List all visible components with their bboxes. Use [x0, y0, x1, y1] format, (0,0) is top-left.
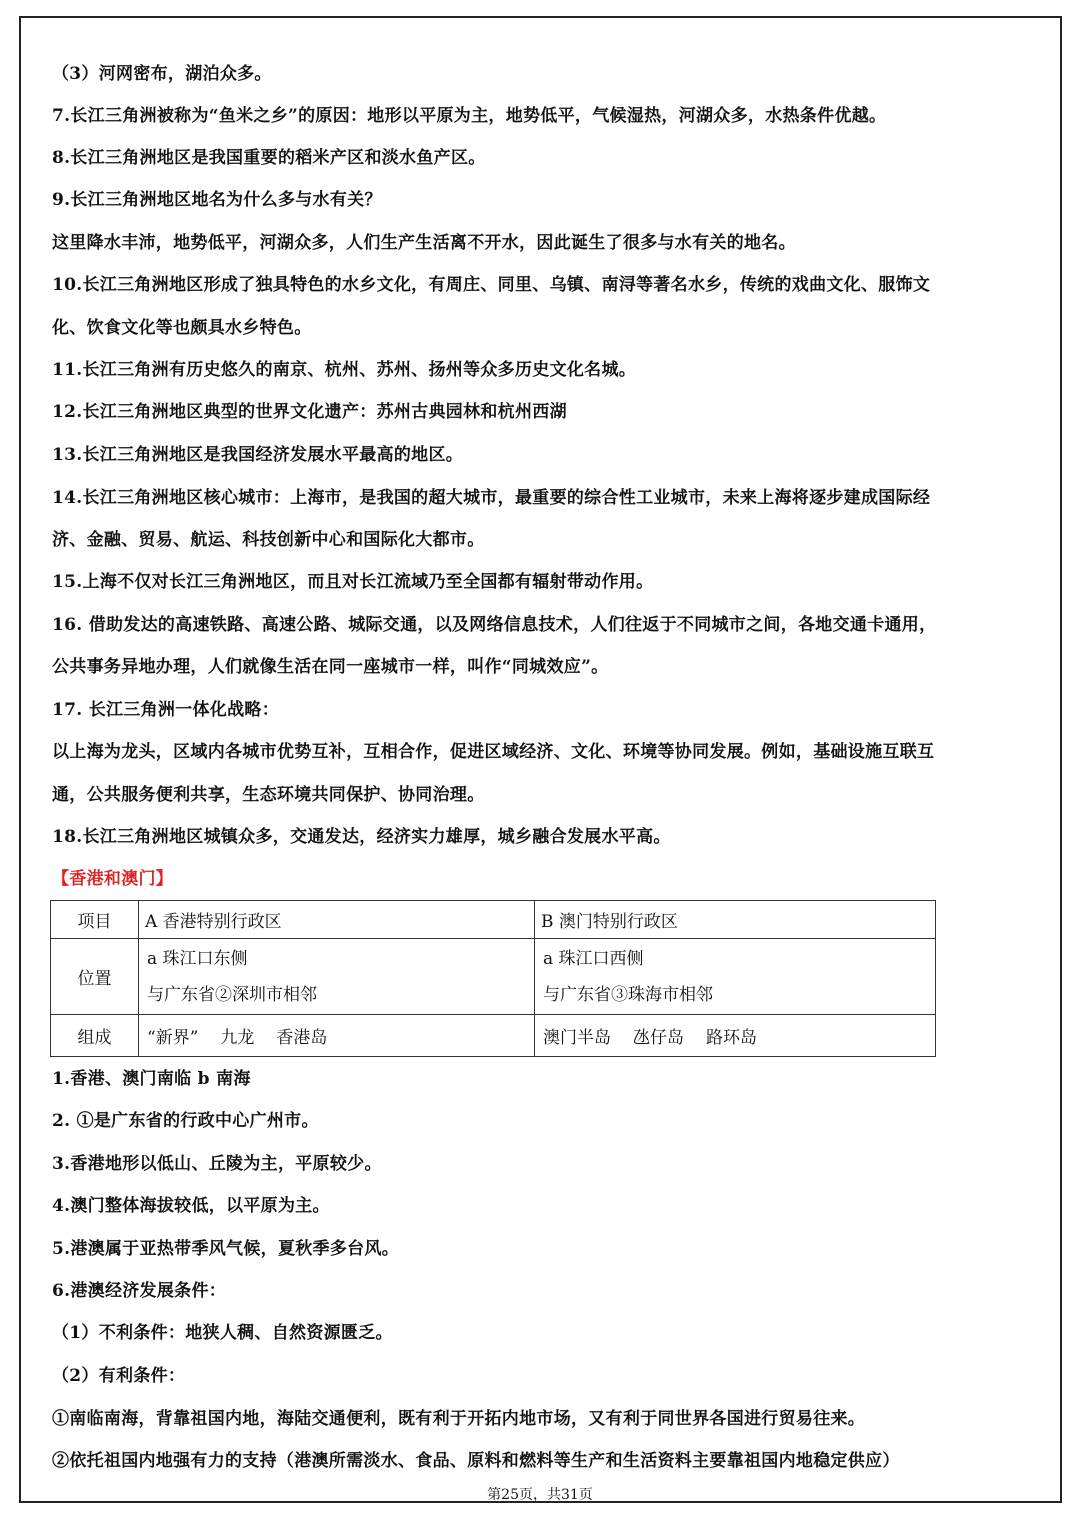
cell-text: 香港岛 [276, 1028, 328, 1048]
cell-text: 氹仔岛 [633, 1028, 684, 1048]
text-line: 18.长江三角洲地区城镇众多，交通发达，经济实力雄厚，城乡融合发展水平高。 [52, 827, 671, 847]
table-header-cell: B 澳门特别行政区 [535, 901, 936, 939]
text-line: 这里降水丰沛，地势低平，河湖众多，人们生产生活离不开水，因此诞生了很多与水有关的地名。 [52, 233, 796, 253]
text-line: 3.香港地形以低山、丘陵为主，平原较少。 [52, 1154, 382, 1174]
table-cell [139, 1015, 535, 1057]
cell-text: a 珠江口西侧 [543, 948, 644, 969]
table-header-row [51, 901, 936, 939]
row-label: 组成 [51, 1015, 139, 1057]
table-header-cell: 项目 [51, 901, 139, 939]
table-header-cell: A 香港特别行政区 [139, 901, 535, 939]
text-line: 17. 长江三角洲一体化战略： [52, 700, 279, 720]
text-line: 15.上海不仅对长江三角洲地区，而且对长江流域乃至全国都有辐射带动作用。 [52, 572, 654, 592]
cell-text: 与广东省②深圳市相邻 [147, 984, 317, 1005]
hk-macau-table [50, 900, 936, 1057]
text-line: 9.长江三角洲地区地名为什么多与水有关？ [52, 190, 382, 210]
cell-text: 九龙 [220, 1028, 255, 1048]
text-line: ①南临南海，背靠祖国内地，海陆交通便利，既有利于开拓内地市场，又有利于同世界各国进行贸易往来。 [52, 1409, 866, 1429]
row-label: 位置 [51, 939, 139, 1015]
text-line: 16. 借助发达的高速铁路、高速公路、城际交通，以及网络信息技术，人们往返于不同城市之间，各地交通卡通用， [52, 615, 937, 635]
text-line: 1.香港、澳门南临 b 南海 [52, 1069, 251, 1089]
cell-text: 与广东省③珠海市相邻 [543, 984, 713, 1005]
text-line: （2）有利条件： [52, 1366, 186, 1386]
table-cell [139, 939, 535, 1015]
text-line: 2. ①是广东省的行政中心广州市。 [52, 1111, 319, 1131]
table-cell [535, 939, 936, 1015]
text-line: 8.长江三角洲地区是我国重要的稻米产区和淡水鱼产区。 [52, 148, 486, 168]
text-line: 化、饮食文化等也颇具水乡特色。 [52, 318, 312, 338]
page-footer: 第25页，共31页 [487, 1487, 593, 1503]
text-line: 12.长江三角洲地区典型的世界文化遗产：苏州古典园林和杭州西湖 [52, 402, 567, 422]
text-line: 11.长江三角洲有历史悠久的南京、杭州、苏州、扬州等众多历史文化名城。 [52, 360, 637, 380]
text-line: 5.港澳属于亚热带季风气候，夏秋季多台风。 [52, 1239, 400, 1259]
table-cell [535, 1015, 936, 1057]
text-line: 10.长江三角洲地区形成了独具特色的水乡文化，有周庄、同里、乌镇、南浔等著名水乡，传统的戏曲文化、服饰文 [52, 275, 931, 295]
text-line: ②依托祖国内地强有力的支持（港澳所需淡水、食品、原料和燃料等生产和生活资料主要靠祖国内地稳定供应） [52, 1451, 900, 1471]
text-line: 4.澳门整体海拔较低，以平原为主。 [52, 1196, 330, 1216]
cell-text: “新界” [147, 1028, 199, 1048]
cell-text: a 珠江口东侧 [147, 948, 248, 969]
text-line: （3）河网密布，湖泊众多。 [52, 64, 272, 84]
text-line: （1）不利条件：地狭人稠、自然资源匮乏。 [52, 1323, 393, 1343]
table-row [51, 939, 936, 1015]
text-line: 14.长江三角洲地区核心城市：上海市，是我国的超大城市，最重要的综合性工业城市，未来上海将逐步建成国际经 [52, 488, 931, 508]
cell-text: 澳门半岛 [543, 1028, 611, 1048]
section-title: 【香港和澳门】 [52, 869, 174, 889]
text-line: 7.长江三角洲被称为“鱼米之乡”的原因：地形以平原为主，地势低平，气候湿热，河湖众多，水热条件优越。 [52, 106, 887, 126]
text-line: 以上海为龙头，区域内各城市优势互补，互相合作，促进区域经济、文化、环境等协同发展。例如，基础设施互联互 [52, 742, 935, 762]
table-row [51, 1015, 936, 1057]
text-line: 通，公共服务便利共享，生态环境共同保护、协同治理。 [52, 785, 485, 805]
text-line: 济、金融、贸易、航运、科技创新中心和国际化大都市。 [52, 530, 485, 550]
text-line: 公共事务异地办理，人们就像生活在同一座城市一样，叫作“同城效应”。 [52, 657, 609, 677]
text-line: 13.长江三角洲地区是我国经济发展水平最高的地区。 [52, 445, 464, 465]
cell-text: 路环岛 [706, 1028, 757, 1048]
text-line: 6.港澳经济发展条件： [52, 1281, 227, 1301]
